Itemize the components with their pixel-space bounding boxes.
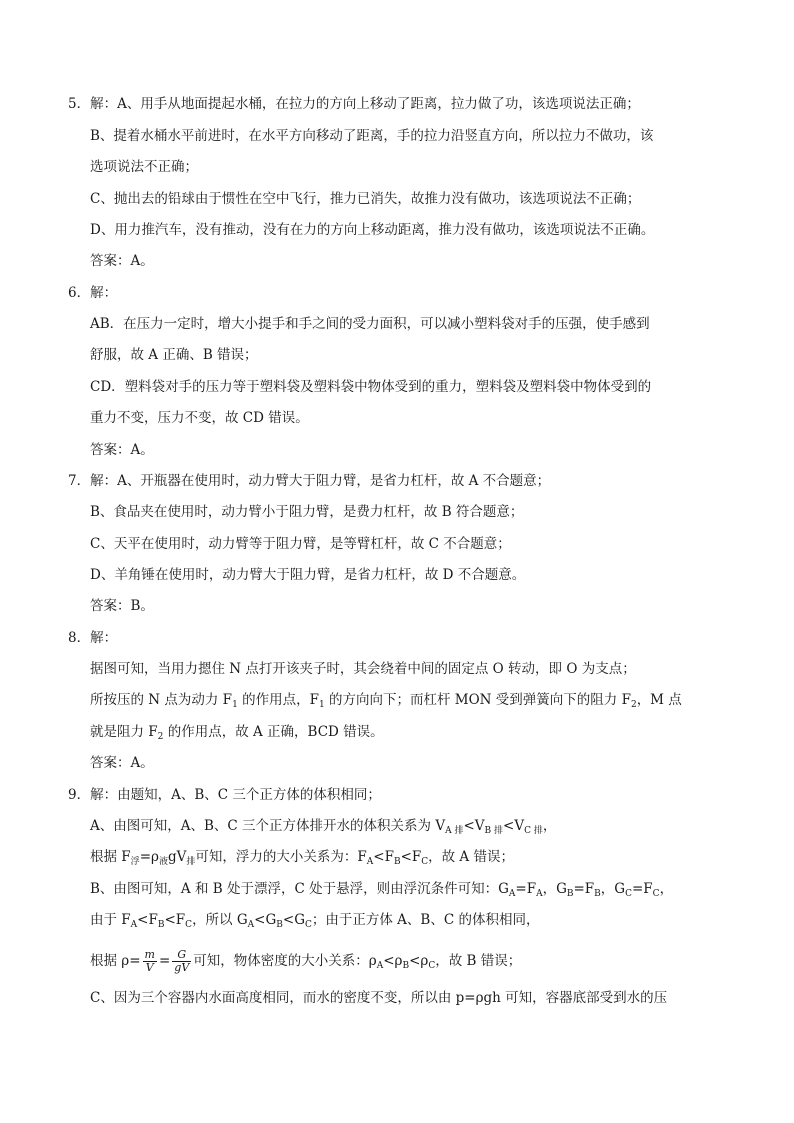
q9-line-5: 由于 $F_A<F_B<F_C$，所以 $G_A<G_B<G_C$；由于正方体 A、B、C 的体积相同， — [90, 912, 540, 930]
q7-line-1: 7．解：A、开瓶器在使用时，动力臂大于阻力臂，是省力杠杆，故 A 不合题意； — [68, 473, 551, 489]
q6-line-3: CD．塑料袋对手的压力等于塑料袋及塑料袋中物体受到的重力，塑料袋及塑料袋中物体受到的 — [90, 379, 652, 395]
q9-line-6: 根据 ρ= $\frac{m}{V}$ = $\frac{G}{gV}$ 可知，物体密度的大小关系：$\rho_A<\rho_B<\rho_C$，故 B 错误； — [90, 948, 522, 974]
q8-line-2: 所按压的 N 点为动力 $F_1$ 的作用点，$F_1$ 的方向向下；而杠杆 MON 受到弹簧向下的阻力 $F_2$，M 点 — [90, 692, 682, 710]
q5-line-2: B、提着水桶水平前进时，在水平方向移动了距离，手的拉力沿竖直方向，所以拉力不做功，该 — [90, 128, 654, 144]
q7-line-3: C、天平在使用时，动力臂等于阻力臂，是等臂杠杆，故 C 不合题意； — [90, 536, 511, 552]
q7-line-4: D、羊角锤在使用时，动力臂大于阻力臂，是省力杠杆，故 D 不合题意。 — [90, 567, 526, 583]
q5-line-3: 选项说法不正确； — [90, 159, 198, 175]
q8-answer: 答案：A。 — [90, 755, 154, 771]
q5-line-4: C、抛出去的铅球由于惯性在空中飞行，推力已消失，故推力没有做功，该选项说法不正确； — [90, 191, 641, 207]
q9-line-7: C、因为三个容器内水面高度相同，而水的密度不变，所以由 p=ρgh 可知，容器底部受到水的压 — [90, 990, 668, 1006]
q9-line-3: 根据 $F_浮=\rho_液gV_排$可知，浮力的大小关系为：$F_A<F_B<F_C$，故 A 错误； — [90, 849, 514, 867]
q9-line-1: 9．解：由题知，A、B、C 三个正方体的体积相同； — [68, 787, 381, 803]
q5-line-1: 5．解：A、用手从地面提起水桶，在拉力的方向上移动了距离，拉力做了功，该选项说法正确； — [68, 96, 640, 112]
density-fraction-m-over-v: $\frac{m}{V}$ — [144, 948, 155, 974]
q9-line-2: A、由图可知，A、B、C 三个正方体排开水的体积关系为 $V_{A 排}<V_{B 排}<V_{C 排}$， — [90, 818, 557, 836]
q7-line-2: B、食品夹在使用时，动力臂小于阻力臂，是费力杠杆，故 B 符合题意； — [90, 504, 524, 520]
q9-line-4: B、由图可知，A 和 B 处于漂浮，C 处于悬浮，则由浮沉条件可知：$G_A=F_A$，$G_B=F_B$，$G_C=F_C$， — [90, 881, 674, 899]
q6-head: 6．解： — [68, 285, 118, 301]
q6-line-2: 舒服，故 A 正确、B 错误； — [90, 347, 258, 363]
q8-line-3: 就是阻力 $F_2$ 的作用点，故 A 正确，BCD 错误。 — [90, 724, 384, 742]
q6-answer: 答案：A。 — [90, 442, 154, 458]
q6-line-1: AB．在压力一定时，增大小提手和手之间的受力面积，可以减小塑料袋对手的压强，使手感到 — [90, 316, 650, 332]
q5-line-5: D、用力推汽车，没有推动，没有在力的方向上移动距离，推力没有做功，该选项说法不正确。 — [90, 222, 655, 238]
q6-line-4: 重力不变，压力不变，故 CD 错误。 — [90, 410, 309, 426]
q5-answer: 答案：A。 — [90, 253, 154, 269]
q7-answer: 答案：B。 — [90, 598, 154, 614]
q8-head: 8．解： — [68, 630, 118, 646]
density-fraction-g-over-gv: $\frac{G}{gV}$ — [174, 948, 190, 974]
q8-line-1: 据图可知，当用力摁住 N 点打开该夹子时，其会绕着中间的固定点 O 转动，即 O 为支点； — [90, 661, 636, 677]
